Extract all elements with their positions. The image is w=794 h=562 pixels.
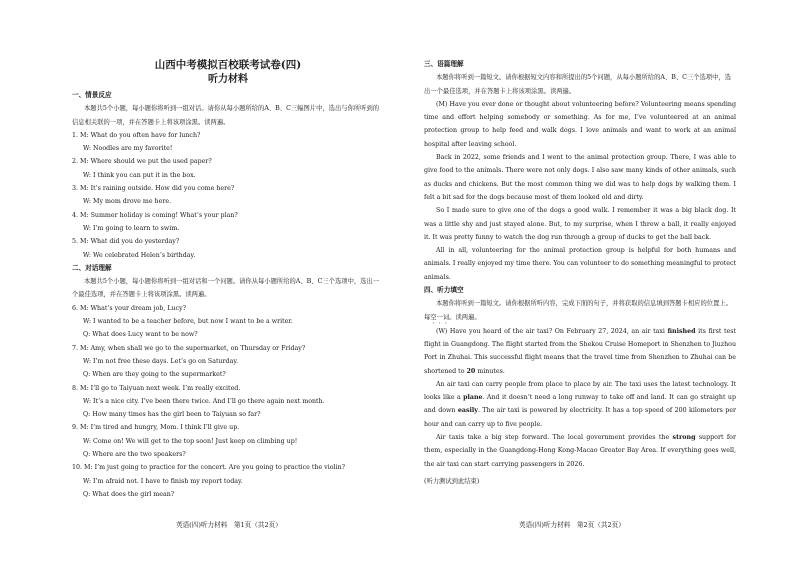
section-intro-3: 本题你将听到一篇短文。请你根据短文内容和所提出的5个问题，从每小题所给的A、B、C三个选项中，选出一个最佳选项，并在答题卡上将该项涂黑。读两遍。: [424, 74, 732, 95]
dialogue-line: W: I’m going to learn to swim.: [83, 224, 180, 232]
intro-text: 。读两遍。: [449, 313, 481, 321]
dialogue-line: 10. M: I’m just going to practice for the concert. Are you going to practice the violin?: [72, 464, 345, 472]
dialogue-line: 5. M: What did you do yesterday?: [72, 238, 180, 246]
passage-paragraph: So I made sure to give one of the dogs a good walk. I remember it was a big black dog. It was a little shy and just stayed alone. But, to my surprise, when I threw a ball, it really enjoyed it. It was pretty funny to watch the dog run through a group of ducks to get the ball back.: [424, 207, 736, 241]
dialogue-line: W: We celebrated Helen’s birthday.: [83, 251, 196, 259]
dialogue-line: 6. M: What’s your dream job, Lucy?: [72, 304, 187, 312]
passage-text: support for them, especially in the Guangdong-Hong Kong-Macao Greater Bay Area. If everything goes well, the air taxi can start carrying passengers in 2026.: [424, 434, 736, 468]
answer-word: finished: [667, 327, 696, 335]
answer-word: easily: [457, 407, 478, 415]
dialogue-line: W: My mom drove me here.: [83, 198, 172, 206]
page-footer-2: 英语(四)听力材料 第2页（共2页）: [519, 521, 625, 529]
dialogue-line: W: It’s a nice city. I’ve been there twice. And I’ll go there again next month.: [83, 397, 325, 405]
intro-text: 本题你将听到一篇短文。请你根据所听内容，完成下面的句子，并将获取的信息填到答题卡相应的位置上。每: [424, 300, 732, 321]
passage-text: . The air taxi is powered by electricity. It has a top speed of 200 kilometers per hour and can carry up to five people.: [424, 407, 736, 428]
dialogue-question: Q: Where are the two speakers?: [83, 451, 186, 459]
passage-text: . And it doesn’t need a long runway to take off and land. It can go straight up and down: [424, 394, 736, 415]
section-heading-1: 一、情景反应: [72, 91, 112, 99]
passage-paragraph: [424, 378, 736, 431]
page-title: 山西中考模拟百校联考试卷(四): [154, 59, 302, 71]
dialogue-line: W: I think you can put it in the box.: [83, 171, 196, 179]
dialogue-line: 4. M: Summer holiday is coming! What’s your plan?: [72, 211, 238, 219]
answer-word: 20: [466, 367, 476, 375]
passage-text: An air taxi can carry people from place to place by air. The taxi uses the latest technology. It looks like a: [424, 380, 736, 402]
dialogue-question: Q: What does the girl mean?: [83, 490, 175, 498]
dialogue-line: 2. M: Where should we put the used paper?: [72, 158, 212, 166]
answer-word: strong: [672, 434, 696, 442]
dialogue-line: 3. M: It’s raining outside. How did you come here?: [72, 185, 235, 193]
dialogue-line: W: I’m afraid not. I have to finish my report today.: [83, 477, 243, 485]
passage-paragraph: [424, 431, 736, 471]
dialogue-question: Q: How many times has the girl been to Taiyuan so far?: [83, 411, 261, 419]
page-subtitle: 听力材料: [208, 74, 248, 85]
dialogue-line: W: Come on! We will get to the top soon! Just keep on climbing up!: [83, 437, 298, 445]
dialogue-line: 9. M: I’m tired and hungry, Mom. I think I’ll give up.: [72, 424, 240, 432]
dialogue-line: 1. M: What do you often have for lunch?: [72, 131, 201, 139]
dialogue-question: Q: What does Lucy want to be now?: [83, 331, 198, 339]
passage-paragraph: (M) Have you ever done or thought about volunteering before? Volunteering means spending time and effort helping somebody or something. As for me, I’ve volunteered at an animal protection group to help feed and walk dogs. I love animals and want to work at an animal hospital after leaving school.: [424, 100, 736, 148]
page-2: [424, 58, 736, 488]
section-intro-2: 本题共5个小题，每小题你将听到一组对话和一个问题。请你从每小题所给的A、B、C三个选项中，选出一个最佳选项，并在答题卡上将该项涂黑。读两遍。: [72, 278, 380, 299]
passage-text: Air taxis take a big step forward. The local government provides the: [436, 434, 673, 442]
answer-word: plane: [463, 394, 483, 402]
passage-text: its first test flight in Guangdong. The flight started from the Shekou Cruise Homeport in Shenzhen to Jiuzhou Port in Zhuhai. This successful flight means that the travel time from Shenzhen to Zhuhai can be shortened to: [424, 327, 736, 375]
section-heading-3: 三、语篇理解: [424, 60, 464, 68]
section-intro-1: 本题共5个小题，每小题你将听到一组对话。请你从每小题所给的A、B、C三幅图片中，选出与你所听到的信息相关联的一项，并在答题卡上将该项涂黑。读两遍。: [72, 105, 380, 126]
passage-text: minutes.: [475, 367, 505, 375]
passage-text: (W) Have you heard of the air taxi? On February 27, 2024, an air taxi: [436, 327, 668, 335]
section-intro-4: [424, 297, 736, 324]
dialogue-line: W: I wanted to be a teacher before, but now I want to be a writer.: [83, 318, 293, 326]
page-1: [72, 58, 384, 501]
passage-paragraph: Back in 2022, some friends and I went to the animal protection group. There, I was able to give food to the animals. There were not only dogs. I also saw many kinds of other animals, such as ducks and chickens. But the most common thing we did was to help dogs by walking them. I felt a bit sad for the dogs because most of them looked old and dirty.: [424, 154, 736, 201]
section-heading-4: 四、听力填空: [424, 286, 464, 295]
passage-paragraph: All in all, volunteering for the animal protection group is helpful for both humans and animals. I really enjoyed my time there. You can volunteer to do something meaningful to protect animals.: [424, 247, 736, 281]
end-note: (听力测试到此结束): [424, 477, 480, 485]
page-footer-1: 英语(四)听力材料 第1页（共2页）: [176, 521, 282, 529]
dialogue-line: 7. M: Amy, when shall we go to the supermarket, on Thursday or Friday?: [72, 344, 306, 352]
dialogue-line: 8. M: I’ll go to Taiyuan next week. I’m really excited.: [72, 384, 241, 392]
dialogue-line: W: I’m not free these days. Let’s go on Saturday.: [83, 357, 239, 365]
dialogue-line: W: Noodles are my favorite!: [83, 145, 173, 153]
intro-emphasis: 空一词: [430, 313, 450, 321]
passage-paragraph: [424, 325, 736, 378]
section-heading-2: 二、对话理解: [72, 263, 112, 272]
dialogue-question: Q: When are they going to the supermarket?: [83, 371, 226, 379]
